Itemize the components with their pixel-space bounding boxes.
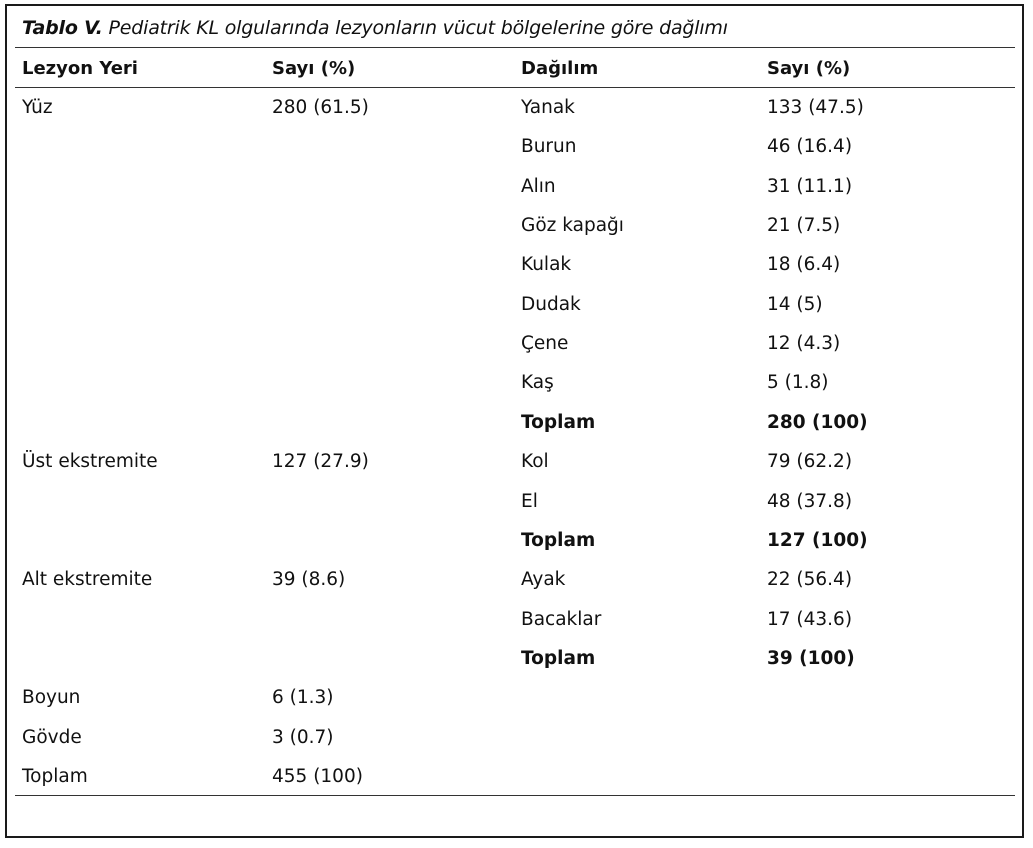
dagilim-sayi-cell: 18 (6.4): [767, 254, 841, 276]
lezyon-yeri-cell: Üst ekstremite: [22, 451, 158, 473]
dagilim-cell: El: [521, 490, 538, 512]
dagilim-sayi-cell: 79 (62.2): [767, 451, 853, 473]
dagilim-toplam-sayi-cell: 127 (100): [767, 529, 868, 551]
header-sayi-2: Sayı (%): [767, 58, 851, 79]
lezyon-sayi-cell: 3 (0.7): [272, 726, 334, 748]
dagilim-sayi-cell: 31 (11.1): [767, 175, 853, 197]
lezyon-yeri-cell: Gövde: [22, 726, 82, 748]
table-frame: [5, 4, 1024, 838]
lezyon-yeri-cell: Alt ekstremite: [22, 569, 153, 591]
lezyon-sayi-cell: 455 (100): [272, 765, 363, 787]
lezyon-yeri-cell: Toplam: [22, 765, 88, 787]
dagilim-toplam-cell: Toplam: [521, 529, 596, 551]
dagilim-toplam-cell: Toplam: [521, 647, 596, 669]
caption-text: Pediatrik KL olgularında lezyonların vücut bölgelerine göre dağlımı: [108, 17, 728, 39]
dagilim-sayi-cell: 46 (16.4): [767, 136, 853, 158]
lezyon-yeri-cell: Boyun: [22, 687, 81, 709]
lezyon-yeri-cell: Yüz: [22, 97, 53, 118]
lezyon-sayi-cell: 127 (27.9): [272, 451, 369, 473]
dagilim-cell: Bacaklar: [521, 608, 602, 630]
dagilim-sayi-cell: 14 (5): [767, 293, 823, 315]
dagilim-sayi-cell: 22 (56.4): [767, 569, 853, 591]
table-caption: [22, 17, 728, 39]
dagilim-toplam-sayi-cell: 280 (100): [767, 411, 868, 433]
lezyon-sayi-cell: 39 (8.6): [272, 569, 346, 591]
dagilim-cell: Kulak: [521, 254, 572, 276]
lezyon-sayi-cell: 280 (61.5): [272, 97, 369, 118]
dagilim-cell: Göz kapağı: [521, 215, 624, 237]
dagilim-cell: Kol: [521, 451, 549, 473]
lezyon-sayi-cell: 6 (1.3): [272, 687, 334, 709]
bottom-rule: [15, 795, 1015, 796]
caption-label: Tablo V.: [22, 17, 103, 39]
dagilim-sayi-cell: 5 (1.8): [767, 372, 829, 394]
dagilim-sayi-cell: 133 (47.5): [767, 97, 864, 118]
dagilim-sayi-cell: 48 (37.8): [767, 490, 853, 512]
dagilim-cell: Kaş: [521, 372, 554, 394]
dagilim-cell: Çene: [521, 333, 569, 355]
dagilim-toplam-cell: Toplam: [521, 411, 596, 433]
dagilim-cell: Alın: [521, 175, 556, 197]
header-dagilim: Dağılım: [521, 58, 599, 79]
header-lezyon-yeri: Lezyon Yeri: [22, 58, 138, 79]
dagilim-sayi-cell: 17 (43.6): [767, 608, 853, 630]
dagilim-sayi-cell: 12 (4.3): [767, 333, 841, 355]
dagilim-cell: Ayak: [521, 569, 566, 591]
dagilim-cell: Dudak: [521, 293, 581, 315]
dagilim-cell: Burun: [521, 136, 577, 158]
header-rule: [15, 87, 1015, 88]
dagilim-sayi-cell: 21 (7.5): [767, 215, 841, 237]
dagilim-toplam-sayi-cell: 39 (100): [767, 647, 855, 669]
dagilim-cell: Yanak: [521, 97, 575, 118]
header-sayi-1: Sayı (%): [272, 58, 356, 79]
caption-rule: [15, 47, 1015, 48]
